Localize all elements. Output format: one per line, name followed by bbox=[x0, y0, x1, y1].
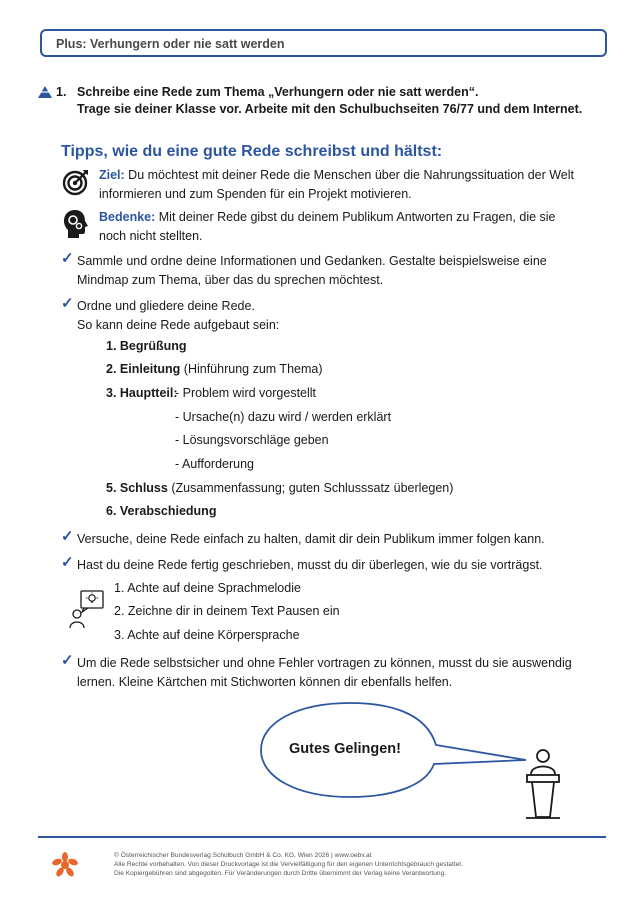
ordne-line-1: Ordne und gliedere deine Rede. bbox=[77, 299, 255, 313]
ziel-line-2: informieren und zum Spenden für ein Projekt motivieren. bbox=[99, 187, 412, 201]
check-icon: ✓ bbox=[61, 250, 74, 267]
check-icon: ✓ bbox=[61, 295, 74, 312]
page-title: Plus: Verhungern oder nie satt werden bbox=[56, 37, 285, 51]
hauptteil-item: - Lösungsvorschläge geben bbox=[175, 433, 329, 447]
speaker-idea-icon bbox=[69, 590, 105, 630]
hauptteil-item: - Aufforderung bbox=[175, 457, 254, 471]
structure-5-label: 5. Schluss bbox=[106, 481, 168, 495]
bedenke-line-1: Mit deiner Rede gibst du deinem Publikum Antworten zu Fragen, die sie bbox=[155, 210, 556, 224]
vortrag-item: 2. Zeichne dir in deinem Text Pausen ein bbox=[114, 604, 340, 618]
structure-2-label: 2. Einleitung bbox=[106, 362, 181, 376]
footer-line-3: Die Kopiergebühren sind abgegolten. Für Veränderungen durch Dritte übernimmt der Verlag keine Verantwortung. bbox=[114, 870, 447, 877]
ziel-label: Ziel: bbox=[99, 168, 125, 182]
bedenke-line-2: noch nicht stellten. bbox=[99, 229, 203, 243]
structure-5 bbox=[106, 479, 453, 498]
vortrag-item: 1. Achte auf deine Sprachmelodie bbox=[114, 581, 301, 595]
auswendig-line-1: Um die Rede selbstsicher und ohne Fehler vortragen zu können, musst du sie auswendig bbox=[77, 656, 572, 670]
footer-line-2: Alle Rechte vorbehalten. Von dieser Druckvorlage ist die Vervielfältigung für den eigenen Unterrichtsgebrauch gestattet. bbox=[114, 861, 463, 868]
auswendig-block bbox=[77, 654, 617, 692]
ordne-line-2: So kann deine Rede aufgebaut sein: bbox=[77, 318, 280, 332]
hauptteil-item: - Problem wird vorgestellt bbox=[175, 386, 317, 400]
structure-2 bbox=[106, 360, 323, 379]
vortrag-item: 3. Achte auf deine Körpersprache bbox=[114, 628, 300, 642]
sammle-line-2: Mindmap zum Thema, über das du sprechen möchtest. bbox=[77, 273, 384, 287]
level-triangle-icon bbox=[38, 86, 52, 98]
task-line-2: Trage sie deiner Klasse vor. Arbeite mit den Schulbuchseiten 76/77 und dem Internet. bbox=[77, 102, 583, 116]
structure-5-text: (Zusammenfassung; guten Schlusssatz überlegen) bbox=[167, 481, 454, 495]
target-icon bbox=[62, 168, 90, 196]
speech-bubble-illustration bbox=[258, 700, 578, 822]
footer-divider bbox=[38, 836, 606, 838]
structure-2-text: (Hinführung zum Thema) bbox=[180, 362, 323, 376]
header-box bbox=[40, 29, 607, 57]
check-icon: ✓ bbox=[61, 528, 74, 545]
head-gears-icon bbox=[63, 209, 89, 239]
ziel-line-1: Du möchtest mit deiner Rede die Menschen über die Nahrungssituation der Welt bbox=[124, 168, 575, 182]
hast-text: Hast du deine Rede fertig geschrieben, musst du dir überlegen, wie du sie vorträgst. bbox=[77, 558, 543, 572]
ziel-block bbox=[99, 166, 619, 204]
bedenke-block bbox=[99, 208, 619, 246]
hauptteil-item: - Ursache(n) dazu wird / werden erklärt bbox=[175, 410, 392, 424]
footer-line-1: © Österreichischer Bundesverlag Schulbuch GmbH & Co. KG, Wien 2026 | www.oebv.at bbox=[114, 852, 372, 859]
bubble-text: Gutes Gelingen! bbox=[289, 741, 401, 757]
structure-6: 6. Verabschiedung bbox=[106, 504, 217, 518]
versuche-text: Versuche, deine Rede einfach zu halten, damit dir dein Publikum immer folgen kann. bbox=[77, 532, 545, 546]
auswendig-line-2: lernen. Kleine Kärtchen mit Stichworten können dir ebenfalls helfen. bbox=[77, 675, 453, 689]
footer-text bbox=[114, 851, 463, 878]
sammle-line-1: Sammle und ordne deine Informationen und Gedanken. Gestalte beispielsweise eine bbox=[77, 254, 547, 268]
sammle-block bbox=[77, 252, 617, 290]
structure-3-label: 3. Hauptteil: bbox=[106, 386, 178, 400]
bedenke-label: Bedenke: bbox=[99, 210, 156, 224]
task-line-1: Schreibe eine Rede zum Thema „Verhungern oder nie satt werden“. bbox=[77, 85, 479, 99]
tips-title: Tipps, wie du eine gute Rede schreibst und hältst: bbox=[61, 143, 443, 160]
task-number: 1. bbox=[56, 85, 67, 99]
check-icon: ✓ bbox=[61, 652, 74, 669]
check-icon: ✓ bbox=[61, 554, 74, 571]
structure-1: 1. Begrüßung bbox=[106, 339, 187, 353]
ordne-block bbox=[77, 297, 617, 335]
publisher-logo bbox=[52, 852, 78, 878]
